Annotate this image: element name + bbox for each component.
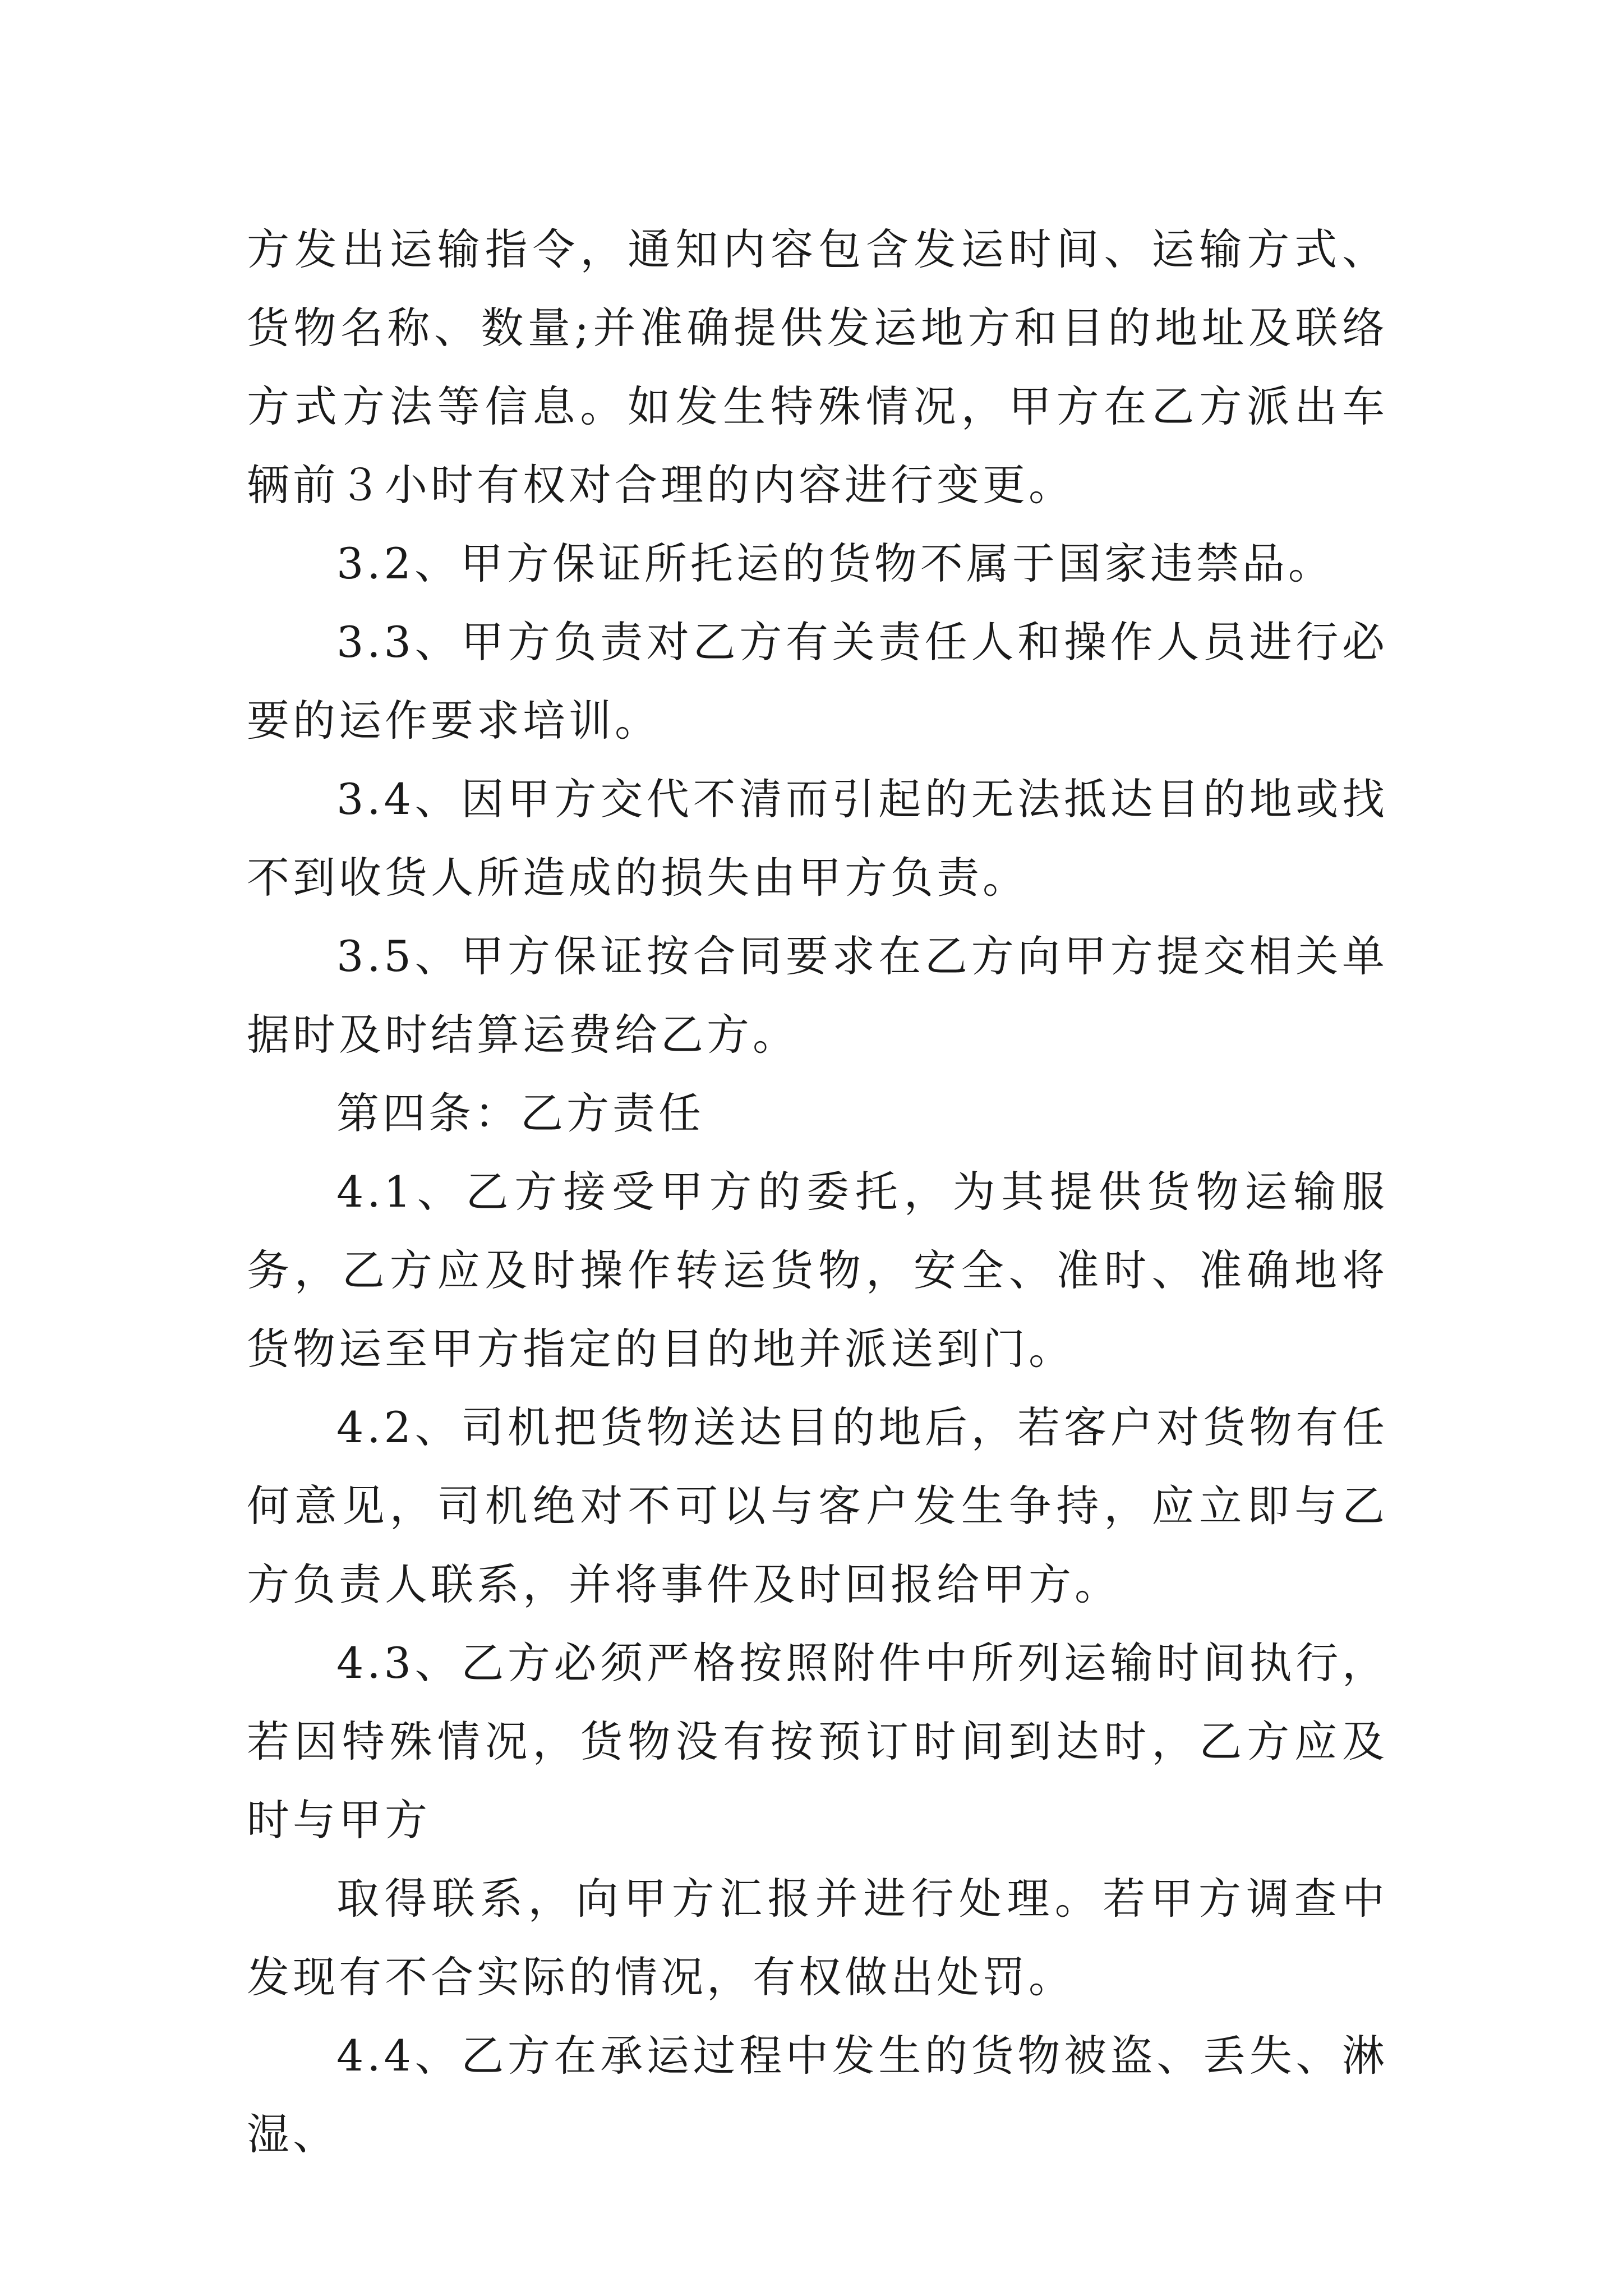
paragraph-clause-4-2: 4.2、司机把货物送达目的地后，若客户对货物有任何意见，司机绝对不可以与客户发生争持，应立即与乙方负责人联系，并将事件及时回报给甲方。 (247, 1402, 1388, 1609)
paragraph-clause-4-3-continued: 取得联系，向甲方汇报并进行处理。若甲方调查中发现有不合实际的情况，有权做出处罚。 (247, 1874, 1388, 2002)
paragraph-clause-4-1: 4.1、乙方接受甲方的委托，为其提供货物运输服务，乙方应及时操作转运货物，安全、准时、准确地将货物运至甲方指定的目的地并派送到门。 (247, 1167, 1388, 1374)
paragraph-clause-4-3: 4.3、乙方必须严格按照附件中所列运输时间执行，若因特殊情况，货物没有按预订时间到达时，乙方应及时与甲方 (247, 1638, 1388, 1845)
document-body (247, 210, 1388, 2174)
paragraph-clause-3-4: 3.4、因甲方交代不清而引起的无法抵达目的地或找不到收货人所造成的损失由甲方负责。 (247, 774, 1388, 903)
paragraph-clause-3-2: 3.2、甲方保证所托运的货物不属于国家违禁品。 (336, 539, 1334, 588)
paragraph-clause-3-5: 3.5、甲方保证按合同要求在乙方向甲方提交相关单据时及时结算运费给乙方。 (247, 931, 1388, 1060)
paragraph-clause-4-4: 4.4、乙方在承运过程中发生的货物被盗、丢失、淋湿、 (247, 2031, 1388, 2159)
section-heading-article-4: 第四条：乙方责任 (336, 1088, 704, 1138)
paragraph-clause-3-3: 3.3、甲方负责对乙方有关责任人和操作人员进行必要的运作要求培训。 (247, 617, 1388, 746)
paragraph-shipping-instruction: 方发出运输指令，通知内容包含发运时间、运输方式、货物名称、数量;并准确提供发运地方和目的地址及联络方式方法等信息。如发生特殊情况，甲方在乙方派出车辆前３小时有权对合理的内容进行变更。 (247, 224, 1388, 510)
